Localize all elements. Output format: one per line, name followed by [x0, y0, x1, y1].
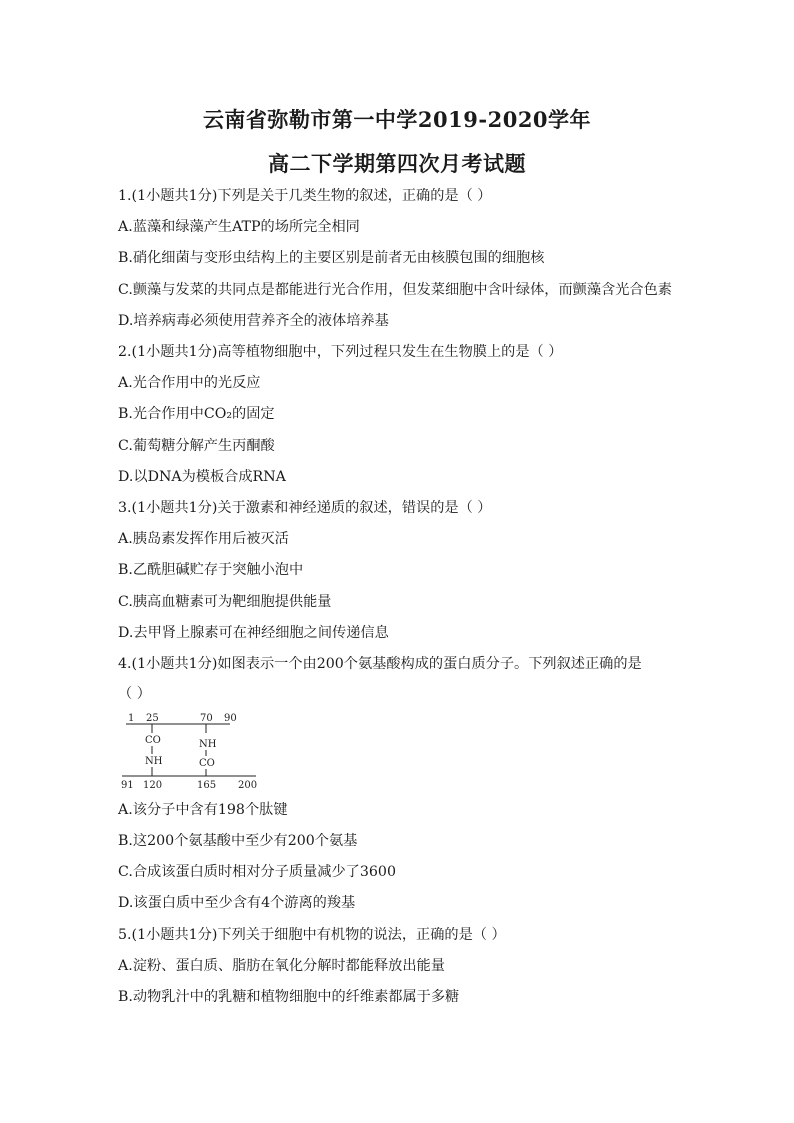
bottom-label-120: 120 — [143, 780, 163, 791]
question-5-option-a: A.淀粉、蛋白质、脂肪在氧化分解时都能释放出能量 — [118, 958, 445, 974]
bottom-label-91: 91 — [121, 780, 134, 791]
question-2-option-c: C.葡萄糖分解产生丙酮酸 — [118, 438, 275, 454]
question-3-stem: 3.(1小题共1分)关于激素和神经递质的叙述，错误的是（ ） — [118, 500, 492, 516]
question-3-option-d: D.去甲肾上腺素可在神经细胞之间传递信息 — [118, 625, 389, 641]
question-2-option-a: A.光合作用中的光反应 — [118, 375, 261, 391]
left-nh-label: NH — [145, 756, 163, 767]
question-1-option-b: B.硝化细菌与变形虫结构上的主要区别是前者无由核膜包围的细胞核 — [118, 250, 545, 266]
question-3-option-c: C.胰高血糖素可为靶细胞提供能量 — [118, 594, 332, 610]
question-4-stem-cont: （ ） — [118, 686, 151, 702]
bottom-label-165: 165 — [197, 780, 217, 791]
top-label-1: 1 — [128, 713, 135, 724]
right-nh-label: NH — [199, 739, 217, 750]
top-label-90: 90 — [224, 713, 237, 724]
bottom-label-200: 200 — [238, 780, 258, 791]
question-1-option-d: D.培养病毒必须使用营养齐全的液体培养基 — [118, 313, 389, 329]
question-2-option-d: D.以DNA为模板合成RNA — [118, 469, 286, 485]
question-2-option-b: B.光合作用中CO₂的固定 — [118, 406, 275, 422]
question-2-stem: 2.(1小题共1分)高等植物细胞中，下列过程只发生在生物膜上的是（ ） — [118, 344, 563, 360]
document-title-line1: 云南省弥勒市第一中学2019-2020学年 — [202, 107, 592, 132]
question-4-option-a: A.该分子中含有198个肽键 — [118, 802, 288, 818]
right-co-label: CO — [199, 758, 215, 769]
question-3-option-a: A.胰岛素发挥作用后被灭活 — [118, 531, 289, 547]
left-co-label: CO — [145, 735, 161, 746]
question-1-option-a: A.蓝藻和绿藻产生ATP的场所完全相同 — [118, 219, 360, 235]
question-4-option-d: D.该蛋白质中至少含有4个游离的羧基 — [118, 895, 356, 911]
question-1-stem: 1.(1小题共1分)下列是关于几类生物的叙述，正确的是（ ） — [118, 188, 492, 204]
protein-structure-diagram — [118, 711, 268, 793]
top-label-70: 70 — [200, 713, 213, 724]
document-title-line2: 高二下学期第四次月考试题 — [268, 151, 526, 176]
question-1-option-c: C.颤藻与发菜的共同点是都能进行光合作用，但发菜细胞中含叶绿体，而颤藻含光合色素 — [118, 282, 672, 298]
question-5-stem: 5.(1小题共1分)下列关于细胞中有机物的说法，正确的是（ ） — [118, 927, 506, 943]
question-4-stem: 4.(1小题共1分)如图表示一个由200个氨基酸构成的蛋白质分子。下列叙述正确的是 — [118, 656, 642, 672]
question-4-option-c: C.合成该蛋白质时相对分子质量减少了3600 — [118, 864, 396, 880]
question-5-option-b: B.动物乳汁中的乳糖和植物细胞中的纤维素都属于多糖 — [118, 989, 460, 1005]
question-4-option-b: B.这200个氨基酸中至少有200个氨基 — [118, 833, 358, 849]
top-label-25: 25 — [146, 713, 159, 724]
question-3-option-b: B.乙酰胆碱贮存于突触小泡中 — [118, 562, 304, 578]
